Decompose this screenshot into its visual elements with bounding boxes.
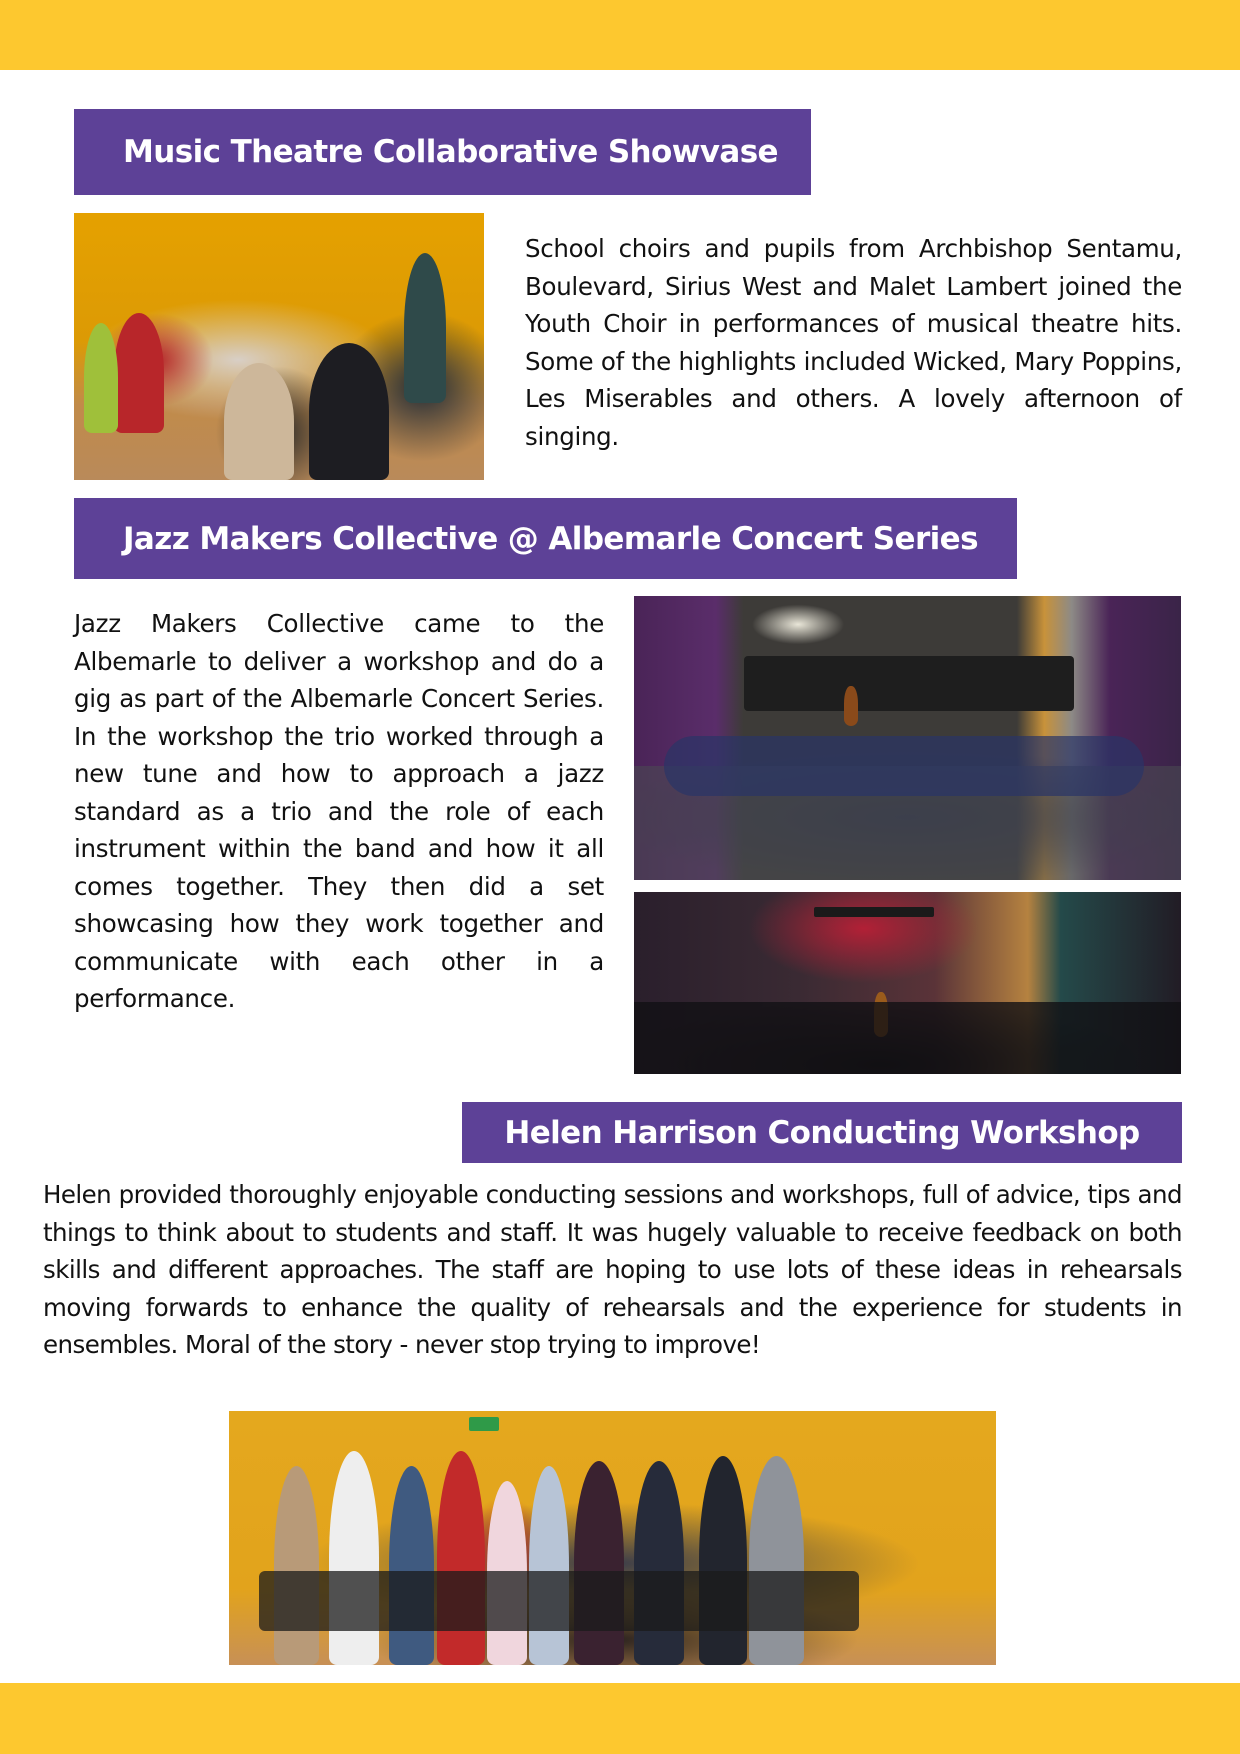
pupil-figure — [114, 313, 164, 433]
photo-jazz-gig — [634, 892, 1181, 1074]
bottom-yellow-band — [0, 1683, 1240, 1754]
conductor-figure — [404, 253, 446, 403]
section-heading-conducting-workshop: Helen Harrison Conducting Workshop — [462, 1102, 1182, 1163]
stage-backdrop — [744, 656, 1074, 711]
double-bass — [844, 686, 858, 726]
staff-figure — [699, 1456, 747, 1665]
top-yellow-band — [0, 0, 1240, 70]
stage-lights — [814, 907, 934, 917]
staff-figure — [274, 1466, 319, 1665]
section-body-music-theatre: School choirs and pupils from Archbishop Sentamu, Boulevard, Sirius West and Malet Lambert joined the Youth Choir in performances of musical theatre hits. Some of the highlights included Wicked, Mary Poppins, Les Miserables and others. A lovely afternoon of singing. — [525, 234, 1182, 451]
section-body-conducting-workshop: Helen provided thoroughly enjoyable conducting sessions and workshops, full of advice, tips and things to think about to students and staff. It was hugely valuable to receive feedback on both skills and different approaches. The staff are hoping to use lots of these ideas in rehearsals moving forwards to enhance the quality of rehearsals and the experience for students in ensembles. Moral of the story - never stop trying to improve! — [43, 1180, 1182, 1359]
music-stands — [259, 1571, 859, 1631]
photo-choir-rehearsal — [74, 213, 484, 480]
staff-figure — [437, 1451, 485, 1665]
pupil-figure — [309, 343, 389, 480]
staff-figure — [749, 1456, 804, 1665]
pupil-figure — [224, 363, 294, 480]
photo-jazz-workshop — [634, 596, 1181, 880]
photo-conducting-group — [229, 1411, 996, 1665]
staff-figure — [634, 1461, 684, 1665]
audience — [634, 1002, 1181, 1074]
staff-figure — [574, 1461, 624, 1665]
section-body-jazz-makers: Jazz Makers Collective came to the Albemarle to deliver a workshop and do a gig as part of the Albemarle Concert Series. In the workshop the trio worked through a new tune and how to approach a jazz standard as a trio and the role of each instrument within the band and how it all comes together. They then did a set showcasing how they work together and communicate with each other in a performance. — [74, 609, 604, 1013]
pupil-figure — [84, 323, 118, 433]
exit-sign — [469, 1417, 499, 1431]
staff-figure — [529, 1466, 569, 1665]
staff-figure — [329, 1451, 379, 1665]
section-heading-jazz-makers: Jazz Makers Collective @ Albemarle Concert Series — [74, 498, 1017, 579]
section-heading-music-theatre: Music Theatre Collaborative Showvase — [74, 109, 811, 195]
staff-figure — [389, 1466, 434, 1665]
seated-students — [664, 736, 1144, 796]
